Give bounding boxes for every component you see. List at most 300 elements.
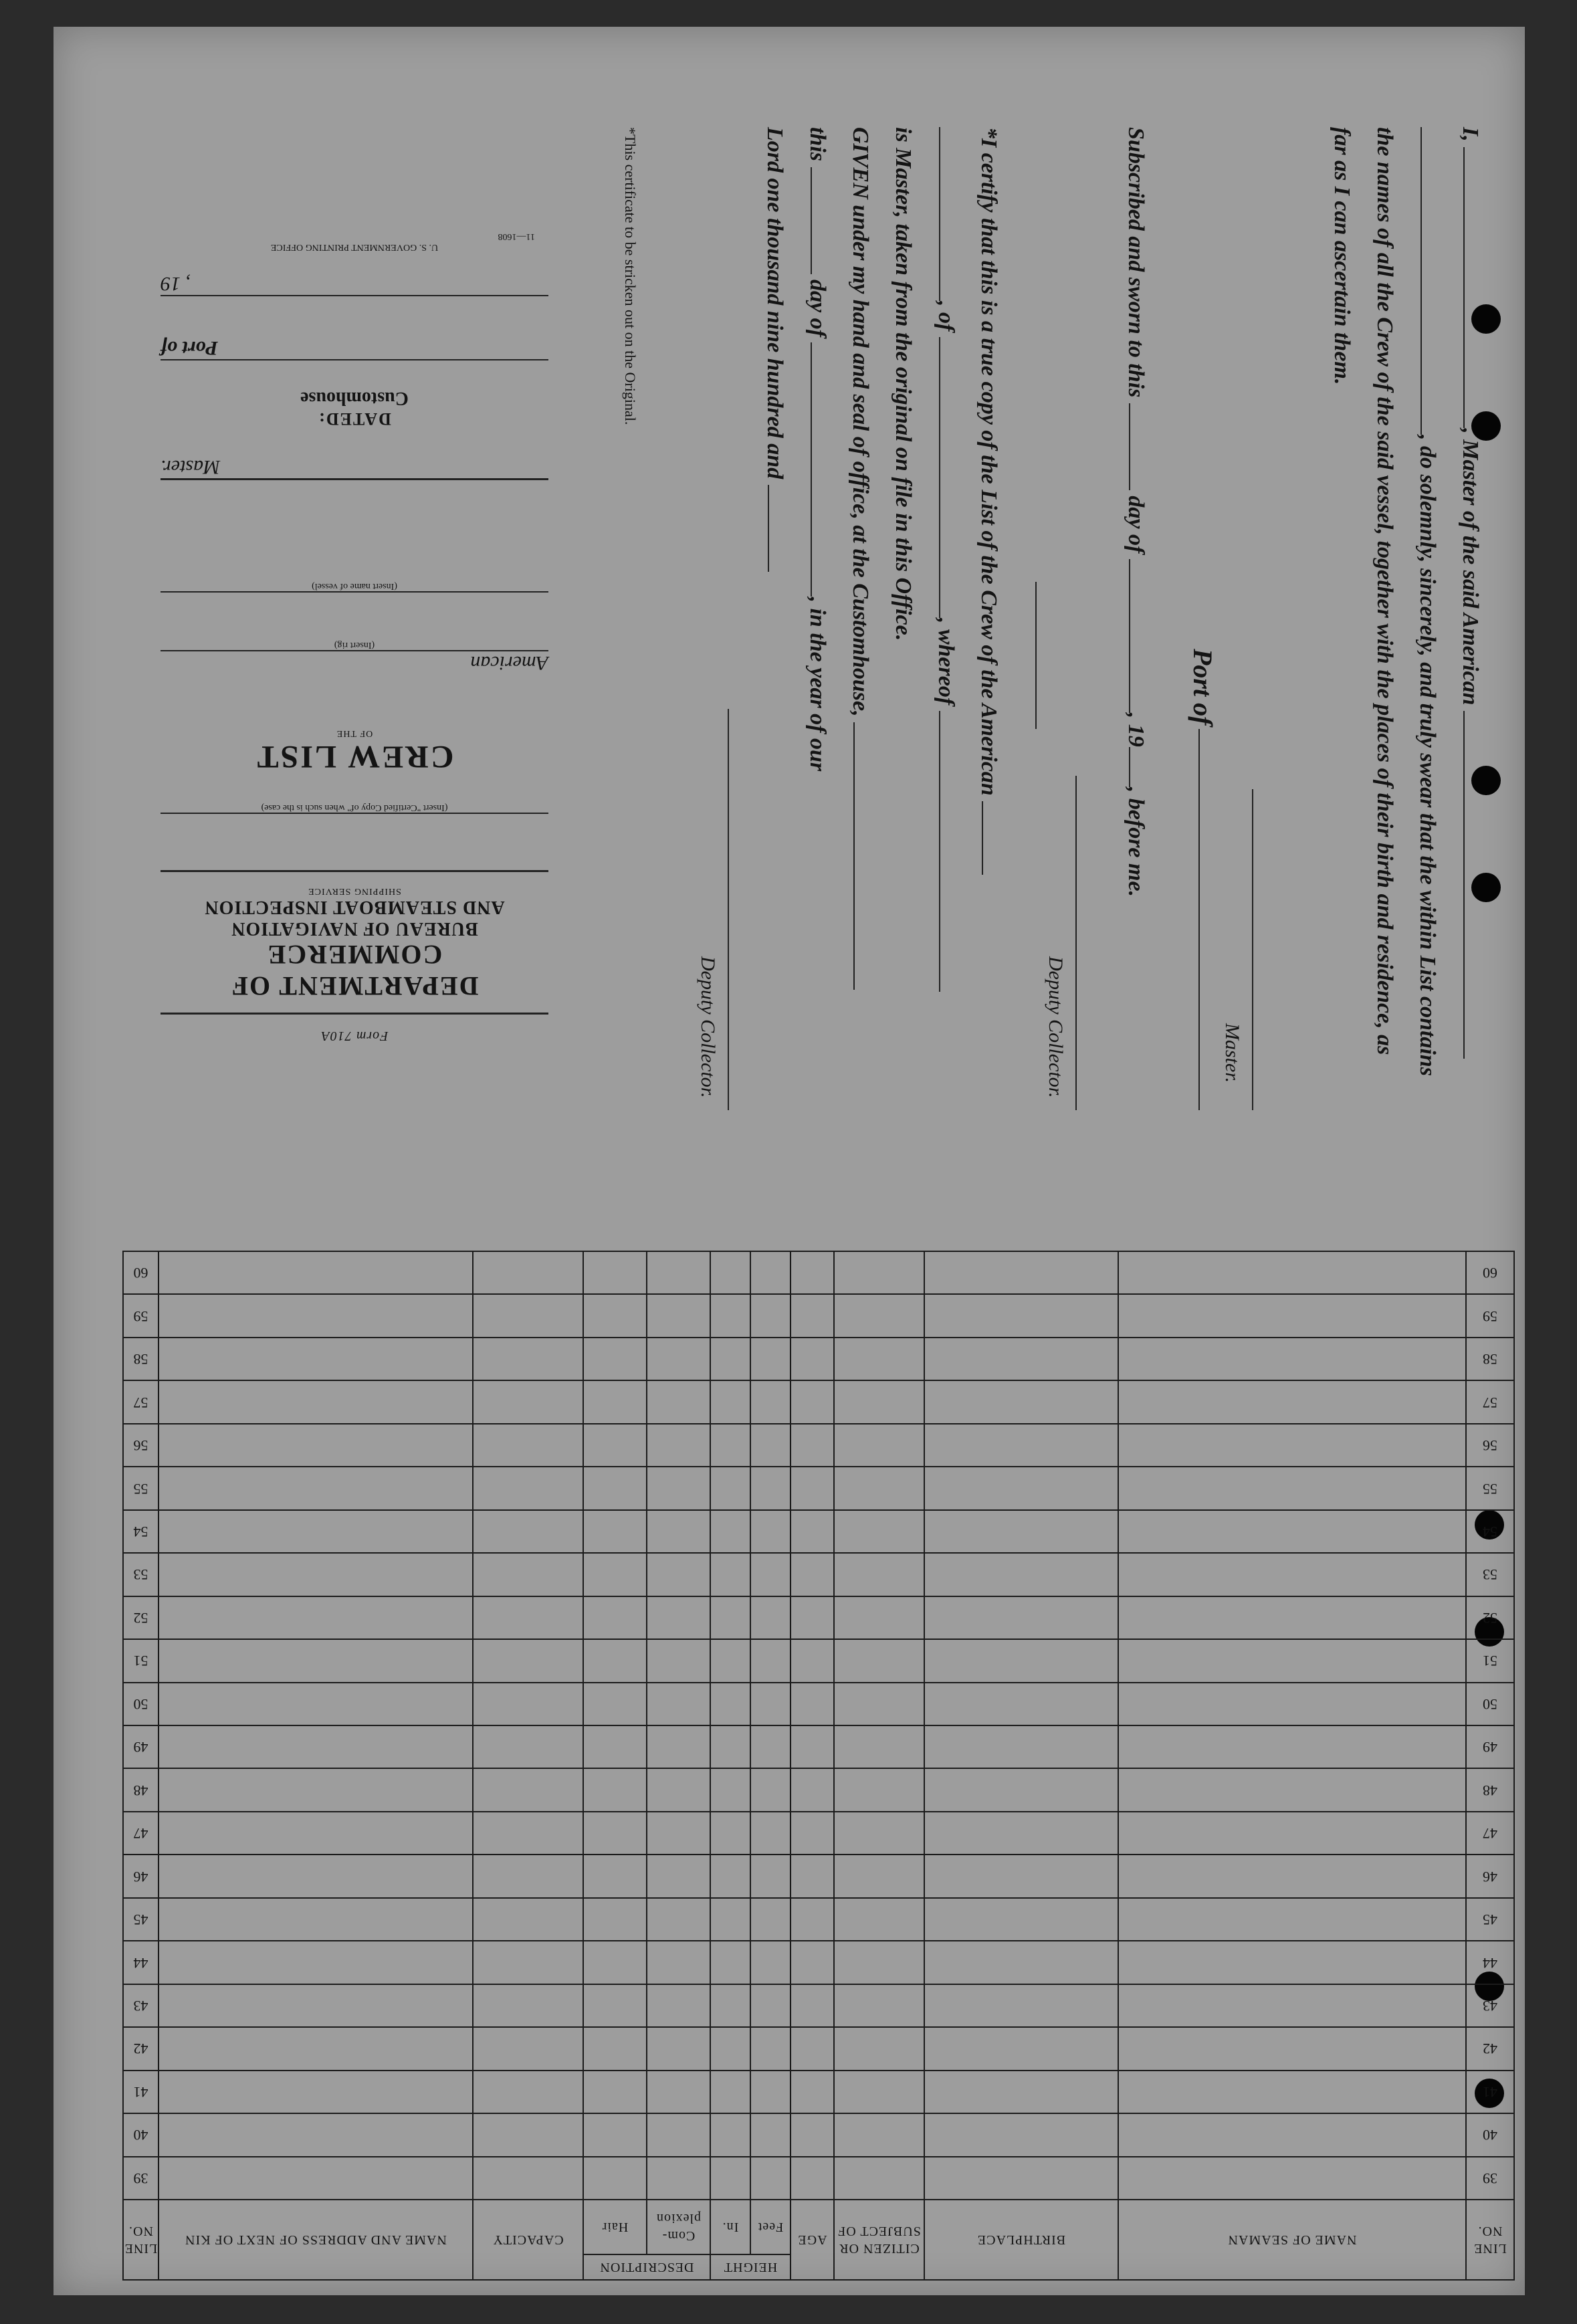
crew-cell[interactable] bbox=[750, 1812, 791, 1855]
crew-cell[interactable] bbox=[647, 1941, 710, 1984]
crew-cell[interactable] bbox=[791, 1380, 834, 1423]
header-age: AGE bbox=[791, 2200, 834, 2280]
vessel-name-blank[interactable] bbox=[1463, 711, 1485, 1059]
insert-certified-note: (Insert "Certified Copy of" when such is the case) bbox=[261, 803, 448, 813]
crew-cell[interactable] bbox=[834, 2157, 924, 2200]
line-number-right: 46 bbox=[123, 1855, 159, 1897]
crew-cell[interactable] bbox=[710, 1338, 750, 1380]
given-customhouse-blank[interactable] bbox=[853, 722, 875, 990]
line-number-right: 52 bbox=[123, 1596, 159, 1639]
crew-cell[interactable] bbox=[710, 2113, 750, 2156]
crew-cell[interactable] bbox=[1118, 1467, 1466, 1509]
crew-cell[interactable] bbox=[473, 1467, 583, 1509]
crew-cell[interactable] bbox=[647, 1510, 710, 1553]
crew-cell[interactable] bbox=[159, 1683, 473, 1725]
crew-cell[interactable] bbox=[647, 1639, 710, 1682]
crew-cell[interactable] bbox=[473, 1812, 583, 1855]
crew-cell[interactable] bbox=[710, 1639, 750, 1682]
crew-cell[interactable] bbox=[1118, 2157, 1466, 2200]
crew-list-title: CREW LIST bbox=[255, 739, 454, 774]
crew-cell[interactable] bbox=[583, 1380, 647, 1423]
crew-cell[interactable] bbox=[750, 1855, 791, 1897]
crew-cell[interactable] bbox=[924, 2113, 1118, 2156]
header-height: HEIGHT bbox=[710, 2254, 791, 2280]
line-number-left: 46 bbox=[1466, 1855, 1514, 1897]
crew-cell[interactable] bbox=[473, 1898, 583, 1941]
crew-cell[interactable] bbox=[473, 1251, 583, 1294]
crew-cell[interactable] bbox=[834, 1984, 924, 2027]
master-blank[interactable] bbox=[161, 478, 548, 480]
crew-cell[interactable] bbox=[791, 1812, 834, 1855]
header-inches: In. bbox=[710, 2200, 750, 2254]
given-day-blank[interactable] bbox=[811, 167, 832, 274]
crew-cell[interactable] bbox=[647, 1338, 710, 1380]
line-number-right: 40 bbox=[123, 2113, 159, 2156]
short-rule bbox=[1035, 582, 1037, 729]
crew-cell[interactable] bbox=[1118, 1984, 1466, 2027]
crew-cell[interactable] bbox=[1118, 1596, 1466, 1639]
crew-cell[interactable] bbox=[791, 1338, 834, 1380]
crew-cell[interactable] bbox=[791, 1725, 834, 1768]
crew-cell[interactable] bbox=[1118, 2113, 1466, 2156]
crew-cell[interactable] bbox=[159, 1639, 473, 1682]
crew-cell[interactable] bbox=[159, 1855, 473, 1897]
crew-cell[interactable] bbox=[710, 1768, 750, 1811]
crew-cell[interactable] bbox=[159, 1898, 473, 1941]
crew-cell[interactable] bbox=[1118, 1294, 1466, 1337]
oath-i: I, bbox=[1458, 127, 1483, 142]
crew-cell[interactable] bbox=[1118, 1941, 1466, 1984]
crew-cell[interactable] bbox=[834, 2071, 924, 2113]
crew-cell[interactable] bbox=[473, 2027, 583, 2070]
crew-cell[interactable] bbox=[924, 1380, 1118, 1423]
crew-cell[interactable] bbox=[159, 2157, 473, 2200]
crew-cell[interactable] bbox=[159, 1294, 473, 1337]
crew-cell[interactable] bbox=[159, 1338, 473, 1380]
crew-cell[interactable] bbox=[710, 2157, 750, 2200]
crew-row bbox=[123, 1855, 1514, 1897]
crew-cell[interactable] bbox=[834, 1639, 924, 1682]
crew-cell[interactable] bbox=[791, 2027, 834, 2070]
crew-cell[interactable] bbox=[710, 1984, 750, 2027]
crew-cell[interactable] bbox=[1118, 2027, 1466, 2070]
crew-cell[interactable] bbox=[834, 1467, 924, 1509]
crew-cell[interactable] bbox=[583, 1725, 647, 1768]
crew-cell[interactable] bbox=[583, 1467, 647, 1509]
crew-row bbox=[123, 1424, 1514, 1467]
crew-cell[interactable] bbox=[1118, 1768, 1466, 1811]
crew-row bbox=[123, 1812, 1514, 1855]
crew-row bbox=[123, 2157, 1514, 2200]
crew-cell[interactable] bbox=[1118, 1639, 1466, 1682]
crew-cell[interactable] bbox=[791, 1424, 834, 1467]
crew-cell[interactable] bbox=[750, 1424, 791, 1467]
crew-cell[interactable] bbox=[750, 1768, 791, 1811]
crew-cell[interactable] bbox=[1118, 1338, 1466, 1380]
crew-cell[interactable] bbox=[583, 2157, 647, 2200]
crew-cell[interactable] bbox=[647, 1768, 710, 1811]
crew-cell[interactable] bbox=[750, 1596, 791, 1639]
crew-cell[interactable] bbox=[1118, 1510, 1466, 1553]
crew-cell[interactable] bbox=[750, 2113, 791, 2156]
port-blank[interactable] bbox=[1198, 729, 1200, 1110]
crew-cell[interactable] bbox=[834, 1338, 924, 1380]
crew-cell[interactable] bbox=[583, 1855, 647, 1897]
crew-cell[interactable] bbox=[750, 1941, 791, 1984]
crew-cell[interactable] bbox=[583, 1424, 647, 1467]
crew-cell[interactable] bbox=[791, 1553, 834, 1596]
crew-cell[interactable] bbox=[473, 2157, 583, 2200]
crew-cell[interactable] bbox=[834, 1725, 924, 1768]
crew-cell[interactable] bbox=[473, 1380, 583, 1423]
vessel-name-blank[interactable] bbox=[161, 591, 548, 593]
crew-cell[interactable] bbox=[583, 2113, 647, 2156]
crew-cell[interactable] bbox=[583, 1898, 647, 1941]
certificate-footnote: *This certificate to be stricken out on the Original. bbox=[622, 127, 639, 425]
crew-cell[interactable] bbox=[750, 1725, 791, 1768]
header-next-of-kin: NAME AND ADDRESS OF NEXT OF KIN bbox=[159, 2200, 473, 2280]
crew-cell[interactable] bbox=[791, 1639, 834, 1682]
crew-cell[interactable] bbox=[924, 1768, 1118, 1811]
line-number-left: 51 bbox=[1466, 1639, 1514, 1682]
crew-cell[interactable] bbox=[750, 1380, 791, 1423]
crew-cell[interactable] bbox=[791, 1683, 834, 1725]
crew-cell[interactable] bbox=[834, 1553, 924, 1596]
crew-cell[interactable] bbox=[710, 1467, 750, 1509]
port-blank[interactable] bbox=[161, 359, 548, 360]
crew-cell[interactable] bbox=[583, 1553, 647, 1596]
crew-cell[interactable] bbox=[924, 1338, 1118, 1380]
line-number-right: 50 bbox=[123, 1683, 159, 1725]
crew-cell[interactable] bbox=[924, 1294, 1118, 1337]
crew-cell[interactable] bbox=[750, 2027, 791, 2070]
crew-cell[interactable] bbox=[159, 1467, 473, 1509]
crew-cell[interactable] bbox=[834, 1855, 924, 1897]
given-year-blank[interactable] bbox=[768, 485, 789, 572]
crew-row bbox=[123, 1338, 1514, 1380]
header-line-no-right: LINE NO. bbox=[123, 2200, 159, 2280]
crew-cell[interactable] bbox=[791, 2113, 834, 2156]
crew-cell[interactable] bbox=[924, 1725, 1118, 1768]
crew-cell[interactable] bbox=[924, 1251, 1118, 1294]
deputy-collector-label-2: Deputy Collector. bbox=[697, 956, 719, 1098]
header-complexion: Com-plexion bbox=[647, 2200, 710, 2254]
crew-cell[interactable] bbox=[924, 2027, 1118, 2070]
crew-cell[interactable] bbox=[647, 2113, 710, 2156]
crew-cell[interactable] bbox=[473, 1768, 583, 1811]
crew-cell[interactable] bbox=[1118, 1380, 1466, 1423]
line-number-left: 44 bbox=[1466, 1941, 1514, 1984]
date-blank[interactable] bbox=[161, 295, 548, 296]
crew-cell[interactable] bbox=[647, 2157, 710, 2200]
crew-cell[interactable] bbox=[791, 1596, 834, 1639]
crew-cell[interactable] bbox=[834, 1380, 924, 1423]
crew-cell[interactable] bbox=[834, 1768, 924, 1811]
crew-cell[interactable] bbox=[473, 2071, 583, 2113]
crew-cell[interactable] bbox=[159, 1984, 473, 2027]
crew-cell[interactable] bbox=[710, 1380, 750, 1423]
divider bbox=[161, 1013, 548, 1015]
crew-cell[interactable] bbox=[473, 1338, 583, 1380]
crew-cell[interactable] bbox=[583, 1639, 647, 1682]
crew-cell[interactable] bbox=[710, 1424, 750, 1467]
crew-cell[interactable] bbox=[583, 1510, 647, 1553]
crew-cell[interactable] bbox=[583, 1768, 647, 1811]
crew-cell[interactable] bbox=[924, 1683, 1118, 1725]
line-number-left: 48 bbox=[1466, 1768, 1514, 1811]
crew-cell[interactable] bbox=[473, 1725, 583, 1768]
crew-cell[interactable] bbox=[473, 1596, 583, 1639]
crew-cell[interactable] bbox=[750, 1338, 791, 1380]
crew-cell[interactable] bbox=[834, 1812, 924, 1855]
crew-cell[interactable] bbox=[1118, 1725, 1466, 1768]
crew-cell[interactable] bbox=[647, 1251, 710, 1294]
crew-cell[interactable] bbox=[159, 1812, 473, 1855]
crew-cell[interactable] bbox=[473, 1553, 583, 1596]
crew-cell[interactable] bbox=[791, 1768, 834, 1811]
crew-cell[interactable] bbox=[159, 1380, 473, 1423]
crew-cell[interactable] bbox=[791, 1251, 834, 1294]
crew-cell[interactable] bbox=[647, 1467, 710, 1509]
crew-cell[interactable] bbox=[647, 1380, 710, 1423]
crew-rows bbox=[123, 1251, 1514, 2200]
divider bbox=[161, 870, 548, 872]
crew-cell[interactable] bbox=[710, 2071, 750, 2113]
crew-row bbox=[123, 1898, 1514, 1941]
crew-cell[interactable] bbox=[583, 1294, 647, 1337]
crew-cell[interactable] bbox=[834, 2027, 924, 2070]
crew-cell[interactable] bbox=[791, 1984, 834, 2027]
oath-master-of: , Master of the said American bbox=[1458, 428, 1483, 706]
crew-cell[interactable] bbox=[583, 1812, 647, 1855]
crew-cell[interactable] bbox=[834, 1941, 924, 1984]
crew-cell[interactable] bbox=[1118, 1251, 1466, 1294]
crew-row bbox=[123, 2113, 1514, 2156]
crew-cell[interactable] bbox=[750, 1467, 791, 1509]
crew-cell[interactable] bbox=[583, 1596, 647, 1639]
crew-cell[interactable] bbox=[924, 1855, 1118, 1897]
crew-cell[interactable] bbox=[647, 1725, 710, 1768]
crew-cell[interactable] bbox=[750, 2157, 791, 2200]
crew-cell[interactable] bbox=[750, 1553, 791, 1596]
crew-cell[interactable] bbox=[924, 1898, 1118, 1941]
crew-cell[interactable] bbox=[473, 1855, 583, 1897]
subscribed-day-blank[interactable] bbox=[1129, 403, 1150, 490]
crew-cell[interactable] bbox=[834, 1898, 924, 1941]
subscribed-year-blank[interactable] bbox=[1129, 747, 1150, 787]
crew-cell[interactable] bbox=[583, 1251, 647, 1294]
crew-cell[interactable] bbox=[791, 1855, 834, 1897]
crew-cell[interactable] bbox=[750, 2071, 791, 2113]
crew-cell[interactable] bbox=[1118, 1812, 1466, 1855]
crew-cell[interactable] bbox=[583, 1338, 647, 1380]
crew-cell[interactable] bbox=[791, 2157, 834, 2200]
line-number-right: 51 bbox=[123, 1639, 159, 1682]
crew-cell[interactable] bbox=[647, 1424, 710, 1467]
given-day-of: day of bbox=[805, 280, 830, 337]
vessel-name-blank-2[interactable] bbox=[1421, 127, 1442, 435]
line-number-right: 41 bbox=[123, 2071, 159, 2113]
given-this: this bbox=[805, 127, 830, 162]
crew-cell[interactable] bbox=[647, 1812, 710, 1855]
crew-cell[interactable] bbox=[750, 1984, 791, 2027]
crew-cell[interactable] bbox=[159, 1768, 473, 1811]
crew-cell[interactable] bbox=[583, 1683, 647, 1725]
crew-cell[interactable] bbox=[710, 1855, 750, 1897]
crew-cell[interactable] bbox=[834, 1510, 924, 1553]
crew-cell[interactable] bbox=[473, 1683, 583, 1725]
crew-cell[interactable] bbox=[834, 2113, 924, 2156]
cover-port-of: Port of bbox=[161, 337, 218, 359]
crew-row bbox=[123, 1251, 1514, 1294]
crew-cell[interactable] bbox=[473, 1510, 583, 1553]
line-number-left: 55 bbox=[1466, 1467, 1514, 1509]
crew-cell[interactable] bbox=[647, 1683, 710, 1725]
crew-cell[interactable] bbox=[159, 2113, 473, 2156]
crew-cell[interactable] bbox=[791, 1467, 834, 1509]
crew-cell[interactable] bbox=[924, 1467, 1118, 1509]
crew-cell[interactable] bbox=[924, 1510, 1118, 1553]
subscribed-day-of: day of bbox=[1124, 496, 1148, 554]
crew-cell[interactable] bbox=[834, 1683, 924, 1725]
certify-vessel-blank[interactable] bbox=[982, 801, 1003, 875]
crew-cell[interactable] bbox=[834, 1424, 924, 1467]
line-number-left: 42 bbox=[1466, 2027, 1514, 2070]
crew-cell[interactable] bbox=[791, 1898, 834, 1941]
crew-cell[interactable] bbox=[834, 1596, 924, 1639]
crew-cell[interactable] bbox=[791, 1294, 834, 1337]
crew-cell[interactable] bbox=[473, 1424, 583, 1467]
given-year-of-our: , in the year of our bbox=[805, 597, 830, 772]
crew-cell[interactable] bbox=[1118, 1855, 1466, 1897]
crew-cell[interactable] bbox=[647, 1596, 710, 1639]
crew-cell[interactable] bbox=[583, 2071, 647, 2113]
crew-cell[interactable] bbox=[924, 1812, 1118, 1855]
line-number-right: 59 bbox=[123, 1294, 159, 1337]
oath-line-4: far as I can ascertain them. bbox=[1330, 127, 1354, 385]
crew-cell[interactable] bbox=[159, 1424, 473, 1467]
crew-cell[interactable] bbox=[924, 1984, 1118, 2027]
certify-master-blank[interactable] bbox=[939, 711, 960, 992]
certify-port-blank[interactable] bbox=[939, 337, 960, 618]
crew-cell[interactable] bbox=[159, 1596, 473, 1639]
certified-copy-blank[interactable] bbox=[161, 813, 548, 814]
crew-cell[interactable] bbox=[710, 1683, 750, 1725]
department-title: DEPARTMENT OF COMMERCE bbox=[230, 940, 479, 1001]
header-citizen: CITIZEN OR SUBJECT OF bbox=[834, 2200, 924, 2280]
crew-cell[interactable] bbox=[1118, 1424, 1466, 1467]
crew-cell[interactable] bbox=[750, 1639, 791, 1682]
crew-cell[interactable] bbox=[159, 1725, 473, 1768]
certify-vessel-blank-2[interactable] bbox=[939, 127, 960, 301]
crew-cell[interactable] bbox=[750, 1294, 791, 1337]
crew-cell[interactable] bbox=[710, 2027, 750, 2070]
crew-cell[interactable] bbox=[159, 1553, 473, 1596]
crew-cell[interactable] bbox=[473, 1294, 583, 1337]
crew-cell[interactable] bbox=[834, 1294, 924, 1337]
crew-cell[interactable] bbox=[710, 1725, 750, 1768]
crew-cell[interactable] bbox=[159, 1510, 473, 1553]
crew-cell[interactable] bbox=[159, 2071, 473, 2113]
crew-cell[interactable] bbox=[710, 1812, 750, 1855]
master-name-blank[interactable] bbox=[1463, 147, 1485, 428]
crew-cell[interactable] bbox=[924, 1553, 1118, 1596]
crew-cell[interactable] bbox=[710, 1294, 750, 1337]
crew-cell[interactable] bbox=[583, 1941, 647, 1984]
line-number-left: 60 bbox=[1466, 1251, 1514, 1294]
crew-row bbox=[123, 1725, 1514, 1768]
crew-cell[interactable] bbox=[710, 1941, 750, 1984]
crew-row bbox=[123, 1294, 1514, 1337]
crew-cell[interactable] bbox=[159, 1251, 473, 1294]
certify-of: , of bbox=[934, 301, 958, 332]
crew-cell[interactable] bbox=[750, 1251, 791, 1294]
given-month-blank[interactable] bbox=[811, 342, 832, 597]
crew-cell[interactable] bbox=[924, 1941, 1118, 1984]
header-name-of-seaman: NAME OF SEAMAN bbox=[1118, 2200, 1466, 2280]
crew-cell[interactable] bbox=[924, 2157, 1118, 2200]
crew-cell[interactable] bbox=[647, 2071, 710, 2113]
crew-cell[interactable] bbox=[791, 2071, 834, 2113]
crew-cell[interactable] bbox=[583, 1984, 647, 2027]
crew-cell[interactable] bbox=[647, 1984, 710, 2027]
crew-cell[interactable] bbox=[1118, 1683, 1466, 1725]
cover-year: , 19 bbox=[161, 273, 191, 295]
crew-cell[interactable] bbox=[647, 1294, 710, 1337]
crew-cell[interactable] bbox=[791, 1510, 834, 1553]
crew-cell[interactable] bbox=[1118, 2071, 1466, 2113]
crew-cell[interactable] bbox=[473, 1639, 583, 1682]
line-number-left: 57 bbox=[1466, 1380, 1514, 1423]
crew-cell[interactable] bbox=[647, 1553, 710, 1596]
crew-cell[interactable] bbox=[647, 1855, 710, 1897]
crew-cell[interactable] bbox=[750, 1683, 791, 1725]
crew-cell[interactable] bbox=[750, 1898, 791, 1941]
dated-label: DATED: bbox=[318, 409, 391, 429]
crew-cell[interactable] bbox=[473, 1941, 583, 1984]
subscribed-text: Subscribed and sworn to this bbox=[1124, 127, 1148, 398]
line-number-right: 60 bbox=[123, 1251, 159, 1294]
crew-cell[interactable] bbox=[710, 1898, 750, 1941]
crew-cell[interactable] bbox=[924, 1639, 1118, 1682]
crew-cell[interactable] bbox=[583, 2027, 647, 2070]
crew-cell[interactable] bbox=[1118, 1898, 1466, 1941]
crew-cell[interactable] bbox=[710, 1596, 750, 1639]
crew-cell[interactable] bbox=[924, 2071, 1118, 2113]
crew-cell[interactable] bbox=[473, 1984, 583, 2027]
crew-cell[interactable] bbox=[791, 1941, 834, 1984]
crew-row bbox=[123, 2071, 1514, 2113]
bureau-line-1: BUREAU OF NAVIGATION bbox=[231, 918, 478, 939]
crew-cell[interactable] bbox=[647, 1898, 710, 1941]
line-number-left: 54 bbox=[1466, 1510, 1514, 1553]
crew-cell[interactable] bbox=[750, 1510, 791, 1553]
crew-cell[interactable] bbox=[1118, 1553, 1466, 1596]
subscribed-year: , 19 bbox=[1124, 712, 1148, 747]
crew-cell[interactable] bbox=[159, 1941, 473, 1984]
subscribed-month-blank[interactable] bbox=[1129, 559, 1150, 713]
crew-cell[interactable] bbox=[924, 1424, 1118, 1467]
crew-cell[interactable] bbox=[647, 2027, 710, 2070]
header-hair: Hair bbox=[583, 2200, 647, 2254]
crew-cell[interactable] bbox=[710, 1510, 750, 1553]
crew-cell[interactable] bbox=[924, 1596, 1118, 1639]
crew-cell[interactable] bbox=[710, 1251, 750, 1294]
crew-cell[interactable] bbox=[834, 1251, 924, 1294]
crew-cell[interactable] bbox=[710, 1553, 750, 1596]
crew-cell[interactable] bbox=[473, 2113, 583, 2156]
crew-cell[interactable] bbox=[159, 2027, 473, 2070]
